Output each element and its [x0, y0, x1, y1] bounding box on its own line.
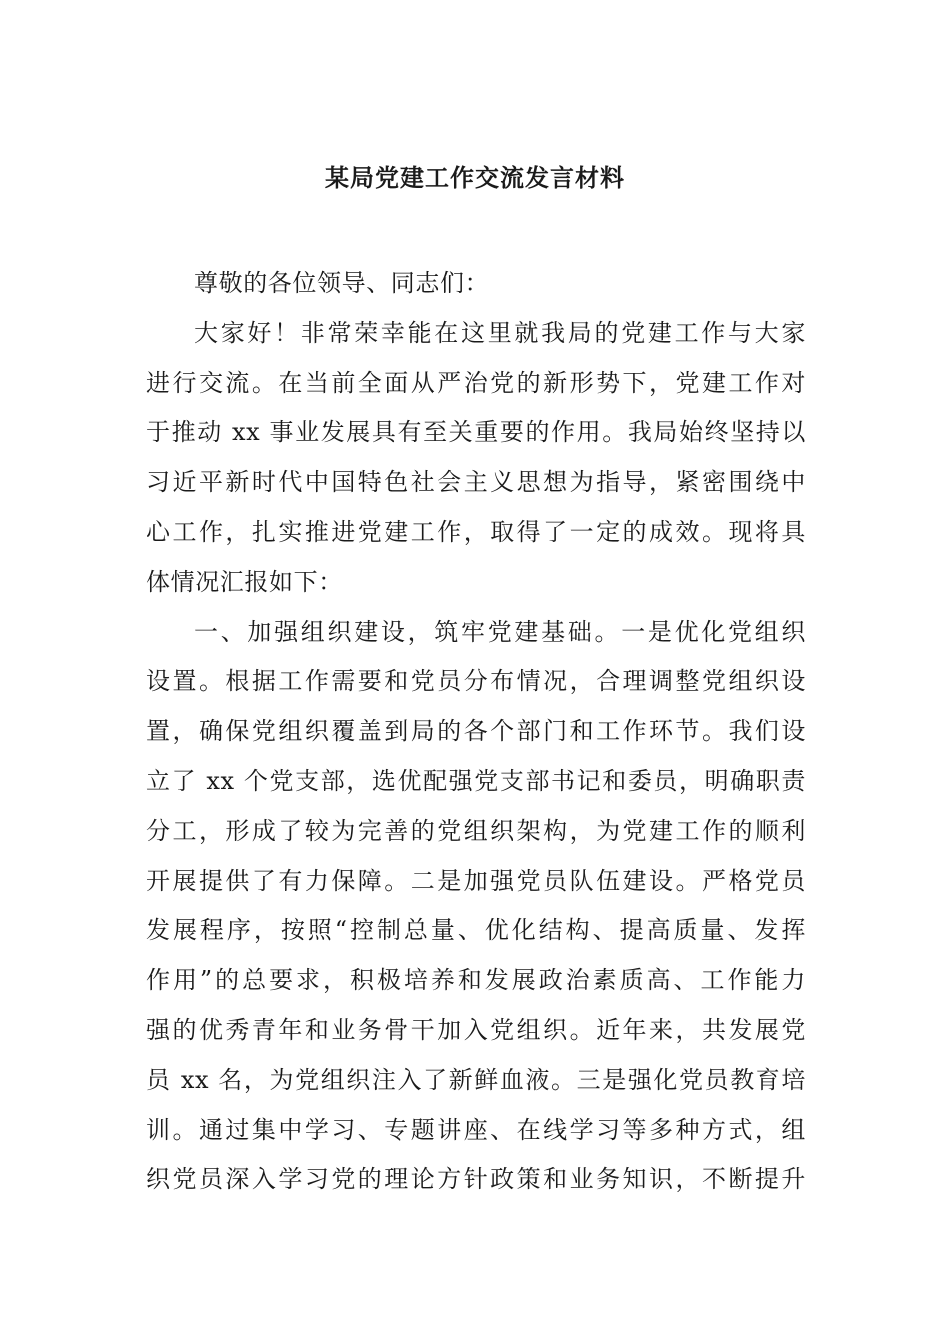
body-line: 心工作，扎实推进党建工作，取得了一定的成效。现将具 [146, 517, 806, 546]
body-line: 体情况汇报如下： [146, 567, 343, 596]
body-line: 进行交流。在当前全面从严治党的新形势下，党建工作对 [146, 368, 806, 397]
body-line: 于推动 xx 事业发展具有至关重要的作用。我局始终坚持以 [146, 418, 806, 447]
body-line: 员 xx 名，为党组织注入了新鲜血液。三是强化党员教育培 [146, 1065, 806, 1094]
body-line: 作用”的总要求，积极培养和发展政治素质高、工作能力 [146, 966, 806, 995]
document-body [146, 259, 806, 1205]
document-title: 某局党建工作交流发言材料 [325, 163, 625, 192]
body-line: 训。通过集中学习、专题讲座、在线学习等多种方式，组 [146, 1115, 806, 1144]
body-line: 设置。根据工作需要和党员分布情况，合理调整党组织设 [146, 667, 806, 696]
body-line: 置，确保党组织覆盖到局的各个部门和工作环节。我们设 [146, 717, 806, 746]
body-line: 强的优秀青年和业务骨干加入党组织。近年来，共发展党 [146, 1015, 806, 1044]
body-line: 开展提供了有力保障。二是加强党员队伍建设。严格党员 [146, 866, 806, 895]
body-line: 分工，形成了较为完善的党组织架构，为党建工作的顺利 [146, 816, 806, 845]
body-line: 大家好！非常荣幸能在这里就我局的党建工作与大家 [194, 318, 806, 347]
body-line: 发展程序，按照“控制总量、优化结构、提高质量、发挥 [146, 916, 806, 945]
body-line: 织党员深入学习党的理论方针政策和业务知识，不断提升 [146, 1165, 806, 1194]
body-line: 立了 xx 个党支部，选优配强党支部书记和委员，明确职责 [146, 766, 806, 795]
body-line: 习近平新时代中国特色社会主义思想为指导，紧密围绕中 [146, 468, 806, 497]
body-line: 尊敬的各位领导、同志们： [194, 269, 490, 297]
body-line: 一、加强组织建设，筑牢党建基础。一是优化党组织 [194, 617, 806, 646]
